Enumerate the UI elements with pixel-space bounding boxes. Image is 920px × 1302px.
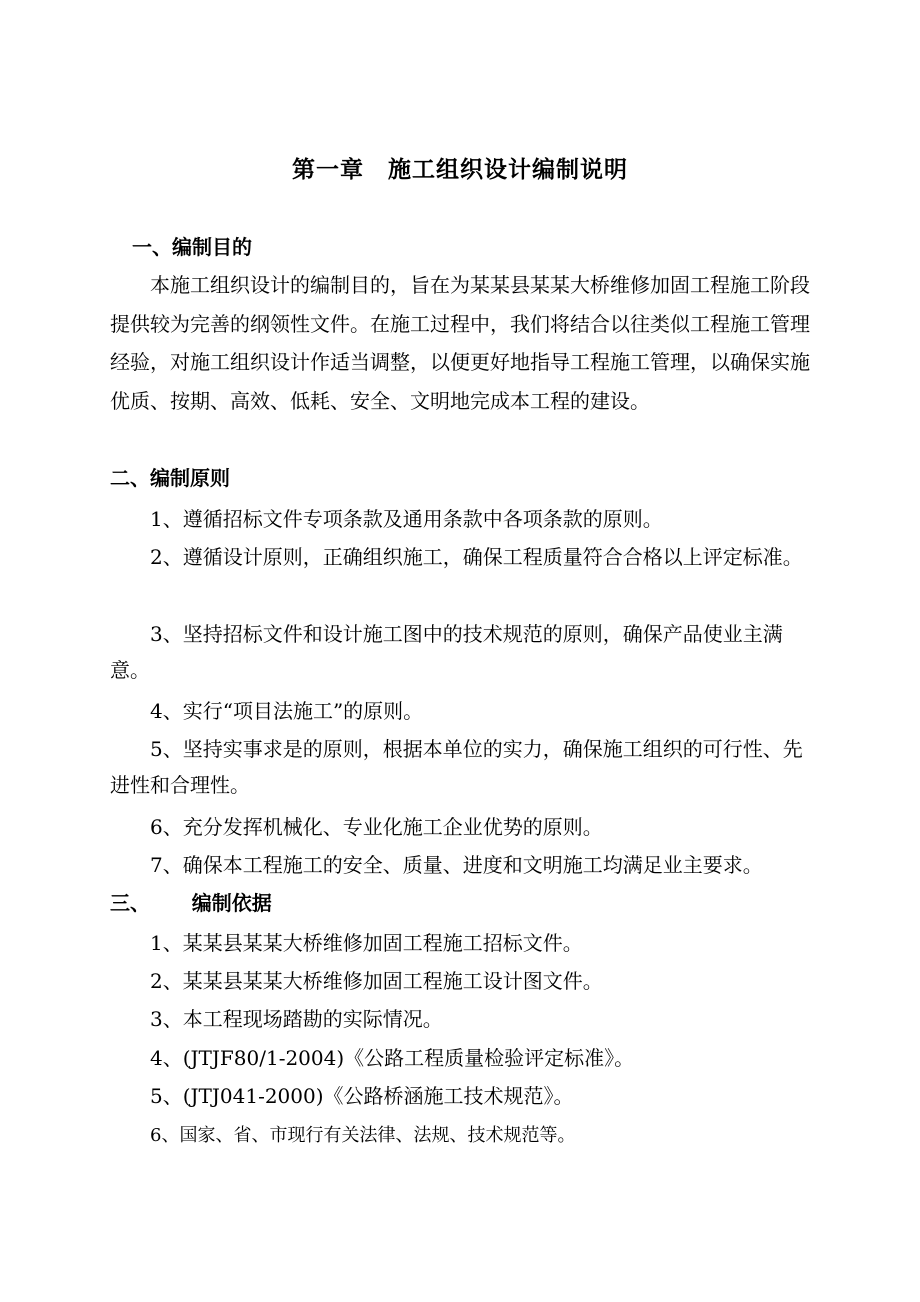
section-heading-purpose: 一、编制目的	[132, 235, 252, 259]
chapter-title: 第一章 施工组织设计编制说明	[292, 156, 628, 183]
list-item: 4、实行“项目法施工”的原则。	[150, 699, 424, 723]
list-item: 1、遵循招标文件专项条款及通用条款中各项条款的原则。	[150, 507, 663, 531]
section-paragraph-purpose: 本施工组织设计的编制目的，旨在为某某县某某大桥维修加固工程施工阶段提供较为完善的纲领性文件。在施工过程中，我们将结合以往类似工程施工管理经验，对施工组织设计作适当调整，以便更好地指导工程施工管理，以确保实施优质、按期、高效、低耗、安全、文明地完成本工程的建设。	[110, 273, 810, 413]
list-item: 5、坚持实事求是的原则，根据本单位的实力，确保施工组织的可行性、先进性和合理性。	[110, 737, 803, 797]
list-item: 2、某某县某某大桥维修加固工程施工设计图文件。	[150, 969, 603, 993]
list-item: 4、(JTJF80/1-2004)《公路工程质量检验评定标准》。	[150, 1046, 635, 1070]
section-heading-basis: 三、 编制依据	[110, 891, 272, 915]
list-item: 1、某某县某某大桥维修加固工程施工招标文件。	[150, 931, 583, 955]
list-item: 2、遵循设计原则，正确组织施工，确保工程质量符合合格以上评定标准。	[150, 545, 803, 569]
list-item: 3、坚持招标文件和设计施工图中的技术规范的原则，确保产品使业主满意。	[110, 622, 783, 682]
list-item: 7、确保本工程施工的安全、质量、进度和文明施工均满足业主要求。	[150, 853, 763, 877]
list-item: 5、(JTJ041-2000)《公路桥涵施工技术规范》。	[150, 1084, 574, 1108]
list-item: 6、充分发挥机械化、专业化施工企业优势的原则。	[150, 815, 603, 839]
list-item: 6、国家、省、市现行有关法律、法规、技术规范等。	[150, 1125, 576, 1146]
section-heading-principles: 二、编制原则	[110, 466, 230, 490]
list-item: 3、本工程现场踏勘的实际情况。	[150, 1007, 443, 1031]
